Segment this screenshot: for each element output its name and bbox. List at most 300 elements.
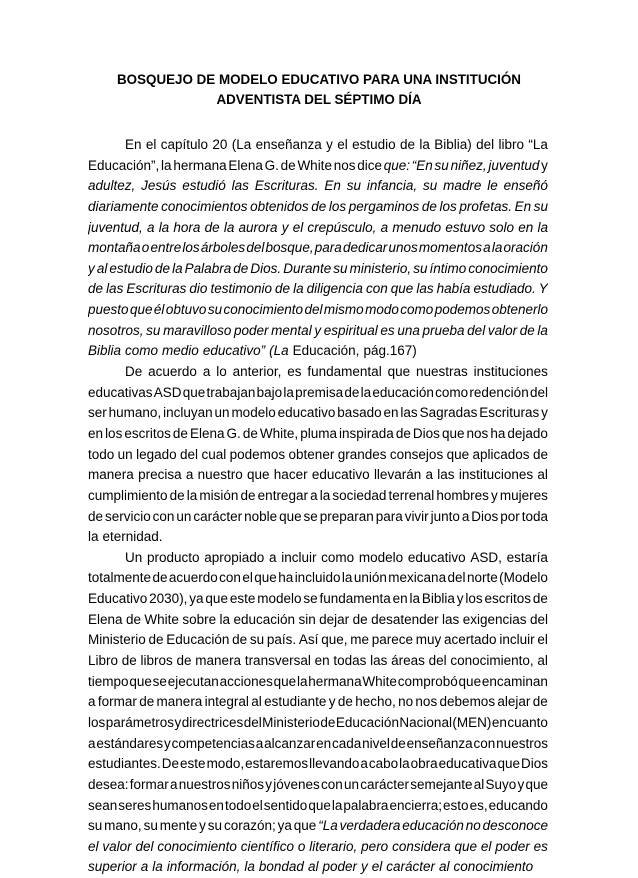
word: la [219, 611, 231, 627]
word: desconoce [482, 818, 548, 834]
word: o [297, 838, 306, 854]
word: juventud [488, 157, 540, 173]
word: instituciones [473, 364, 548, 380]
word: (Modelo [499, 570, 548, 586]
word: las [106, 281, 124, 297]
word: espiritual [323, 322, 378, 338]
word: modo, [206, 756, 245, 772]
word: Suyo [485, 776, 517, 792]
paragraph-3-line-10 [88, 734, 548, 755]
word: premisa [295, 384, 344, 400]
word: obtenerlo [491, 302, 548, 318]
word: incluir [499, 632, 535, 648]
word: valor [102, 838, 132, 854]
word: Así [298, 632, 319, 648]
word: crepúsculo, [307, 219, 377, 235]
word: mental [271, 322, 312, 338]
word: oración [503, 240, 548, 256]
word: semejante [410, 776, 473, 792]
word: nuestro [197, 467, 243, 483]
word: nos [466, 425, 489, 441]
word: mismo [323, 302, 364, 318]
word: en [88, 425, 104, 441]
word: del [180, 446, 199, 462]
paragraph-3-line-16 [88, 857, 548, 878]
word: áreas [391, 653, 425, 669]
word: De [161, 756, 180, 772]
word: con [219, 570, 241, 586]
word: En [125, 137, 142, 152]
word: un [117, 446, 133, 462]
word: incluido [294, 570, 341, 586]
word: Educación”, [88, 157, 160, 173]
word: de [275, 281, 291, 297]
word: había [436, 281, 471, 297]
word: la [319, 487, 331, 503]
word: anterior, [232, 364, 282, 380]
word: todo [224, 797, 252, 813]
word: incluyan [163, 405, 213, 421]
word: carácter [360, 776, 409, 792]
paragraph-1-line-8 [88, 279, 548, 300]
word: se [303, 508, 318, 524]
word: las [400, 405, 418, 421]
paragraph-3-line-3 [88, 589, 548, 610]
word: a [202, 364, 211, 380]
word: maravilloso [163, 322, 232, 338]
word: hombres [436, 487, 489, 503]
word: Dios [412, 425, 440, 441]
word: estudio [109, 260, 153, 276]
word: obtener [288, 446, 335, 462]
word: que [390, 281, 414, 297]
word: nosotros, [88, 322, 144, 338]
word: White [362, 673, 397, 689]
word: dedicar [342, 240, 388, 256]
word: a [360, 756, 368, 772]
word: 2030), [149, 591, 188, 607]
word: Durante [283, 260, 332, 276]
word: enseñanza [255, 137, 322, 152]
word: inspirada [339, 425, 394, 441]
word: superior [88, 859, 137, 875]
word: a [88, 694, 96, 710]
paragraph-2 [88, 362, 548, 548]
word: de [121, 653, 137, 669]
document-title-line-1: BOSQUEJO DE MODELO EDUCATIVO PARA UNA INSTITUCIÓN [117, 72, 521, 87]
word: al [473, 776, 485, 792]
paragraph-3-line-6 [88, 651, 548, 672]
word: es, [469, 797, 488, 813]
word: servicio [104, 508, 151, 524]
word: ya [277, 818, 292, 834]
word: de [311, 198, 327, 214]
word: al [96, 260, 108, 276]
word: el [337, 137, 348, 152]
paragraph-2-line-7 [88, 486, 548, 507]
word: entregar [257, 487, 308, 503]
word: que [458, 673, 482, 689]
word: parece [371, 632, 414, 648]
word: terrenal [388, 487, 435, 503]
word: su [143, 818, 158, 834]
word: vivir [404, 508, 429, 524]
word: producto [146, 549, 200, 565]
word: que [129, 302, 153, 318]
word: libro [498, 137, 525, 152]
word: conocimiento [468, 260, 548, 276]
word: su [422, 178, 438, 194]
paragraph-2-line-1 [88, 362, 548, 383]
word: no [465, 818, 481, 834]
word: de [172, 425, 188, 441]
word: diariamente [88, 198, 159, 214]
word: considera [392, 838, 451, 854]
paragraph-3 [88, 548, 548, 878]
word: que [497, 756, 520, 772]
word: estudiante [264, 694, 327, 710]
word: en [316, 735, 332, 751]
word: las [442, 611, 460, 627]
word: diligencia [306, 281, 363, 297]
word: a [140, 859, 149, 875]
word: una [397, 322, 420, 338]
word: pero [361, 838, 389, 854]
word: Educación [335, 714, 399, 730]
word: el [480, 838, 492, 854]
word: educativo [277, 405, 336, 421]
word: modo [365, 302, 399, 318]
word: con [320, 776, 343, 792]
word: solo [489, 219, 515, 235]
word: del [243, 714, 262, 730]
word: la [88, 529, 99, 545]
word: de [519, 322, 535, 338]
word: un [176, 508, 192, 524]
word: nos [333, 157, 356, 173]
word: la [341, 570, 353, 586]
word: la [161, 157, 172, 173]
word: y [328, 694, 336, 710]
word: “En [411, 157, 433, 173]
word: Dios [520, 756, 548, 772]
word: los [328, 198, 347, 214]
word: la [296, 673, 308, 689]
paragraph-2-line-9 [88, 527, 548, 548]
word: acertado [444, 632, 497, 648]
word: como [400, 302, 434, 318]
word: de [233, 260, 249, 276]
word: la [293, 281, 304, 297]
word: las [231, 178, 249, 194]
word: el [242, 570, 253, 586]
word: su [249, 632, 265, 648]
paragraph-3-line-9 [88, 713, 548, 734]
word: científico [240, 838, 295, 854]
word: nivel [362, 735, 390, 751]
word: la [244, 859, 255, 875]
word: que [279, 508, 302, 524]
word: madre [443, 178, 482, 194]
word: él [153, 302, 165, 318]
word: hecho, [355, 694, 396, 710]
word: que [182, 384, 206, 400]
paragraph-3-line-8 [88, 692, 548, 713]
word: la [186, 487, 198, 503]
word: Libro [88, 653, 119, 669]
word: a [170, 776, 178, 792]
word: los [105, 425, 123, 441]
word: un [214, 405, 230, 421]
paragraph-1 [88, 135, 548, 362]
word: el [537, 632, 548, 648]
word: de [352, 611, 368, 627]
word: de [242, 425, 258, 441]
word: de [204, 219, 220, 235]
paragraph-3-line-13 [88, 796, 548, 817]
word: el [145, 137, 157, 152]
word: “La [318, 818, 338, 834]
word: país. [266, 632, 297, 648]
word: cual [201, 446, 227, 462]
word: lo [216, 364, 227, 380]
word: de [88, 508, 104, 524]
word: del [476, 137, 495, 152]
word: a [268, 549, 277, 565]
word: encaminan [481, 673, 548, 689]
word: del [304, 302, 323, 318]
word: se [303, 591, 318, 607]
word: un [343, 776, 359, 792]
word: en [518, 219, 534, 235]
word: este [180, 756, 206, 772]
word: y [265, 776, 272, 792]
word: acuerdo [148, 364, 197, 380]
word: y [174, 714, 182, 730]
word: puesto [88, 302, 129, 318]
word: el [292, 219, 304, 235]
word: integral [204, 694, 249, 710]
word: profetas. [459, 198, 512, 214]
word: es [287, 364, 302, 380]
word: pluma [300, 425, 337, 441]
word: Nacional [399, 714, 452, 730]
word: o [141, 240, 150, 256]
paragraph-2-line-4 [88, 424, 548, 445]
word: el [371, 859, 383, 875]
word: educando [488, 797, 548, 813]
word: de [152, 570, 168, 586]
word: poder [495, 838, 530, 854]
word: mexicana [388, 570, 447, 586]
paragraph-1-line-1 [88, 135, 548, 156]
word: White [144, 611, 179, 627]
word: del [246, 240, 265, 256]
word: libros [140, 653, 173, 669]
word: sobre [182, 611, 217, 627]
word: precisa [138, 467, 182, 483]
word: cabo [368, 756, 399, 772]
word: en [208, 797, 224, 813]
word: consejos [389, 446, 444, 462]
word: de [421, 198, 437, 214]
word: educación [402, 818, 464, 834]
word: modelo [231, 405, 276, 421]
paragraph-1-line-10 [88, 321, 548, 342]
word: en [314, 653, 330, 669]
word: unos [388, 240, 418, 256]
word: En [514, 198, 532, 214]
word: llevando [309, 756, 360, 772]
word: exigencias [462, 611, 527, 627]
word: carácter [386, 859, 436, 875]
word: del [135, 838, 154, 854]
word: de [280, 157, 296, 173]
word: que [273, 673, 297, 689]
word: Elena [189, 425, 225, 441]
word: comprobó [397, 673, 458, 689]
word: enseñó [503, 178, 548, 194]
word: los [465, 591, 483, 607]
word: a [185, 467, 194, 483]
word: y [541, 405, 548, 421]
word: podemos [229, 446, 286, 462]
word: adultez, [88, 178, 136, 194]
word: Biblia) [434, 137, 472, 152]
word: valor [487, 322, 518, 338]
word: Elena [88, 611, 123, 627]
word: nuestras [415, 364, 468, 380]
word: 20 [212, 137, 228, 152]
word: capítulo [160, 137, 209, 152]
word: G. [226, 425, 241, 441]
word: de [532, 591, 548, 607]
word: con [473, 735, 496, 751]
word: incluir [281, 549, 317, 565]
word: ejecutan [167, 673, 219, 689]
word: muy [415, 632, 442, 648]
word: del [467, 322, 486, 338]
word: ya [189, 591, 204, 607]
paragraph-1-line-4 [88, 197, 548, 218]
word: grandes [337, 446, 387, 462]
word: misión [199, 487, 239, 503]
word: testimonio [210, 281, 272, 297]
document-title-line-2: ADVENTISTA DEL SÉPTIMO DÍA [216, 92, 422, 107]
word: desea: [88, 776, 129, 792]
paragraph-3-line-12 [88, 775, 548, 796]
word: ASD [153, 384, 182, 400]
word: sean [88, 797, 118, 813]
word: de [139, 694, 155, 710]
word: (MEN) [452, 714, 492, 730]
word: de [176, 653, 192, 669]
word: como [125, 343, 159, 359]
word: que [446, 446, 470, 462]
word: de [169, 487, 185, 503]
word: y [199, 818, 206, 834]
word: su [346, 178, 361, 194]
paragraph-3-line-1 [88, 548, 548, 569]
word: información, [166, 859, 241, 875]
word: Educación [166, 632, 230, 648]
word: que [308, 797, 331, 813]
word: al [307, 859, 319, 875]
word: fundamenta [319, 591, 391, 607]
word: modelo [358, 549, 404, 565]
word: que [525, 776, 548, 792]
word: de [148, 632, 164, 648]
word: totalmente [88, 570, 152, 586]
word: educación [372, 384, 434, 400]
word: De [125, 364, 143, 380]
word: apropiado [204, 549, 265, 565]
word: educativo” [202, 343, 266, 359]
word: es [533, 838, 548, 854]
word: dejar [319, 611, 350, 627]
word: en [392, 591, 408, 607]
word: directrices [181, 714, 244, 730]
word: pergaminos [348, 198, 420, 214]
word: y [491, 487, 498, 503]
word: preparan [319, 508, 374, 524]
word: carácter [193, 508, 243, 524]
word: y [88, 260, 95, 276]
word: nuestros [496, 735, 548, 751]
word: conocimiento, [450, 653, 534, 669]
word: Sagradas [419, 405, 478, 421]
paragraph-3-line-5 [88, 630, 548, 651]
word: íntimo [429, 260, 467, 276]
word: aplicados [472, 446, 530, 462]
word: a [425, 467, 434, 483]
word: del [529, 611, 548, 627]
word: sin [298, 611, 316, 627]
word: y [360, 859, 368, 875]
word: que [254, 570, 277, 586]
word: todo [88, 446, 115, 462]
word: manera [88, 467, 134, 483]
word: basado [337, 405, 382, 421]
word: palabra [343, 797, 389, 813]
word: de [320, 714, 336, 730]
word: la [419, 137, 430, 152]
paragraph-2-line-8 [88, 507, 548, 528]
word: tiempo [88, 673, 129, 689]
word: mano, [104, 818, 142, 834]
paragraph-2-line-2 [88, 383, 548, 404]
word: prueba [422, 322, 465, 338]
word: enseñanza [406, 735, 473, 751]
word: aurora [238, 219, 278, 235]
word: ASD, [470, 549, 502, 565]
word: educativas [88, 384, 153, 400]
paragraph-3-line-15 [88, 837, 548, 858]
word: niños [231, 776, 265, 792]
word: con [152, 508, 175, 524]
word: humanos [152, 797, 208, 813]
word: del [428, 653, 447, 669]
paragraph-3-line-14 [88, 816, 548, 837]
word: redención [469, 384, 529, 400]
word: la [172, 260, 183, 276]
word: la [537, 322, 548, 338]
word: educación [233, 611, 296, 627]
word: norte [466, 570, 498, 586]
word: la [491, 240, 503, 256]
paragraph-1-line-2 [88, 156, 548, 177]
word: a [310, 487, 318, 503]
